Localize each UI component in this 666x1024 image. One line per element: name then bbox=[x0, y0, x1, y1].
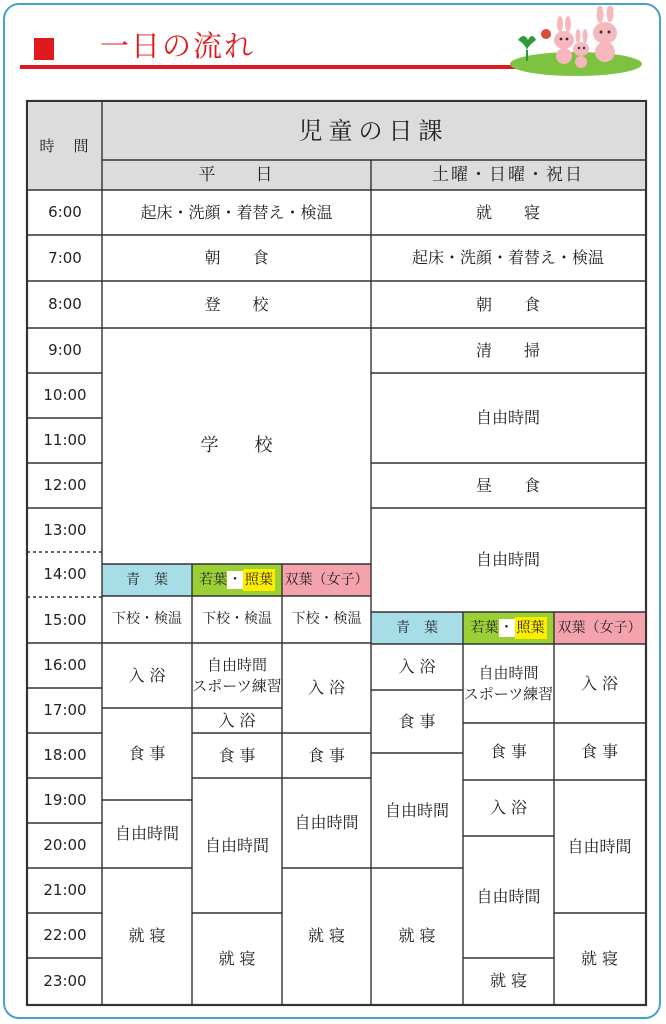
schedule-cell: 就 寝 bbox=[307, 926, 346, 946]
schedule-cell: 食 事 bbox=[307, 745, 346, 765]
weekday-school: 学 校 bbox=[200, 434, 273, 456]
schedule-cell: 就 寝 bbox=[218, 948, 256, 968]
group-teruha-label: 照葉 bbox=[515, 617, 547, 640]
time-label: 12:00 bbox=[43, 476, 87, 495]
time-column-header: 時 間 bbox=[39, 136, 91, 155]
time-label: 23:00 bbox=[43, 971, 87, 990]
weekday-breakfast: 朝 食 bbox=[204, 248, 269, 268]
schedule-cell: 入 浴 bbox=[218, 710, 256, 730]
schedule-cell: 自由時間 bbox=[294, 813, 359, 833]
schedule-cell: 自由時間 bbox=[114, 824, 179, 844]
holiday-cleaning: 清 掃 bbox=[475, 340, 540, 360]
holiday-group-futaba: 双葉（女子） bbox=[557, 619, 642, 636]
time-label: 10:00 bbox=[43, 386, 87, 405]
holiday-free-time: 自由時間 bbox=[475, 408, 540, 428]
schedule-cell: 自由時間 bbox=[384, 800, 449, 820]
weekday-group-futaba: 双葉（女子） bbox=[284, 571, 369, 588]
schedule-cell: 下校・検温 bbox=[202, 611, 272, 628]
time-label: 6:00 bbox=[48, 203, 82, 222]
group-wakaba-label: 若葉 bbox=[199, 571, 227, 588]
weekday-group-aoba: 青 葉 bbox=[126, 571, 168, 588]
holiday-header: 土曜・日曜・祝日 bbox=[432, 164, 584, 185]
group-separator: ・ bbox=[499, 619, 514, 636]
weekday-go-to-school: 登 校 bbox=[204, 294, 269, 314]
time-label: 9:00 bbox=[48, 341, 82, 360]
schedule-cell: 自由時間 スポーツ練習 bbox=[192, 656, 282, 695]
schedule-cell: 下校・検温 bbox=[112, 611, 182, 628]
holiday-wakeup: 起床・洗顔・着替え・検温 bbox=[411, 248, 604, 268]
time-label: 17:00 bbox=[43, 701, 87, 720]
schedule-cell: 自由時間 スポーツ練習 bbox=[463, 664, 554, 703]
schedule-cell: 入 浴 bbox=[128, 665, 166, 685]
schedule-cell: 食 事 bbox=[218, 745, 256, 765]
schedule-cell: 就 寝 bbox=[398, 926, 436, 946]
time-label: 22:00 bbox=[43, 926, 87, 945]
time-label: 14:00 bbox=[43, 565, 87, 584]
holiday-sleep: 就 寝 bbox=[475, 202, 540, 222]
time-label: 16:00 bbox=[43, 656, 87, 675]
schedule-cell: 入 浴 bbox=[489, 798, 528, 818]
schedule-cell: 入 浴 bbox=[398, 657, 436, 677]
schedule-cell: 就 寝 bbox=[580, 948, 619, 968]
group-separator: ・ bbox=[228, 571, 242, 588]
table-title: 児童の日課 bbox=[298, 116, 449, 145]
schedule-cell: 入 浴 bbox=[307, 678, 346, 698]
group-wakaba-label: 若葉 bbox=[470, 619, 499, 636]
time-label: 19:00 bbox=[43, 791, 87, 810]
time-label: 11:00 bbox=[43, 431, 87, 450]
schedule-cell: 就 寝 bbox=[128, 926, 166, 946]
holiday-breakfast: 朝 食 bbox=[475, 294, 540, 314]
group-teruha-label: 照葉 bbox=[243, 569, 275, 592]
schedule-cell: 食 事 bbox=[489, 741, 528, 761]
time-label: 13:00 bbox=[43, 520, 87, 539]
weekday-header: 平 日 bbox=[198, 164, 275, 185]
schedule-cell: 食 事 bbox=[580, 741, 619, 761]
schedule-cell: 自由時間 bbox=[204, 835, 269, 855]
time-label: 8:00 bbox=[48, 295, 82, 314]
schedule-cell: 自由時間 bbox=[567, 836, 632, 856]
schedule-cell: 食 事 bbox=[398, 711, 436, 731]
page-title: 一日の流れ bbox=[100, 29, 256, 63]
time-label: 7:00 bbox=[48, 248, 82, 267]
holiday-free-time-afternoon: 自由時間 bbox=[475, 550, 540, 570]
schedule-cell: 下校・検温 bbox=[291, 611, 362, 628]
time-label: 21:00 bbox=[43, 881, 87, 900]
schedule-cell: 食 事 bbox=[128, 744, 166, 764]
schedule-cell: 入 浴 bbox=[580, 673, 619, 693]
weekday-group-wakaba-teruha bbox=[192, 564, 282, 596]
holiday-group-aoba: 青 葉 bbox=[396, 619, 438, 636]
time-label: 18:00 bbox=[43, 746, 87, 765]
holiday-group-wakaba-teruha bbox=[463, 612, 554, 644]
schedule-cell: 自由時間 bbox=[476, 887, 541, 907]
schedule-cell: 就 寝 bbox=[489, 971, 528, 991]
time-label: 20:00 bbox=[43, 836, 87, 855]
time-label: 15:00 bbox=[43, 610, 87, 629]
weekday-wakeup: 起床・洗顔・着替え・検温 bbox=[140, 202, 333, 222]
holiday-lunch: 昼 食 bbox=[475, 475, 540, 495]
